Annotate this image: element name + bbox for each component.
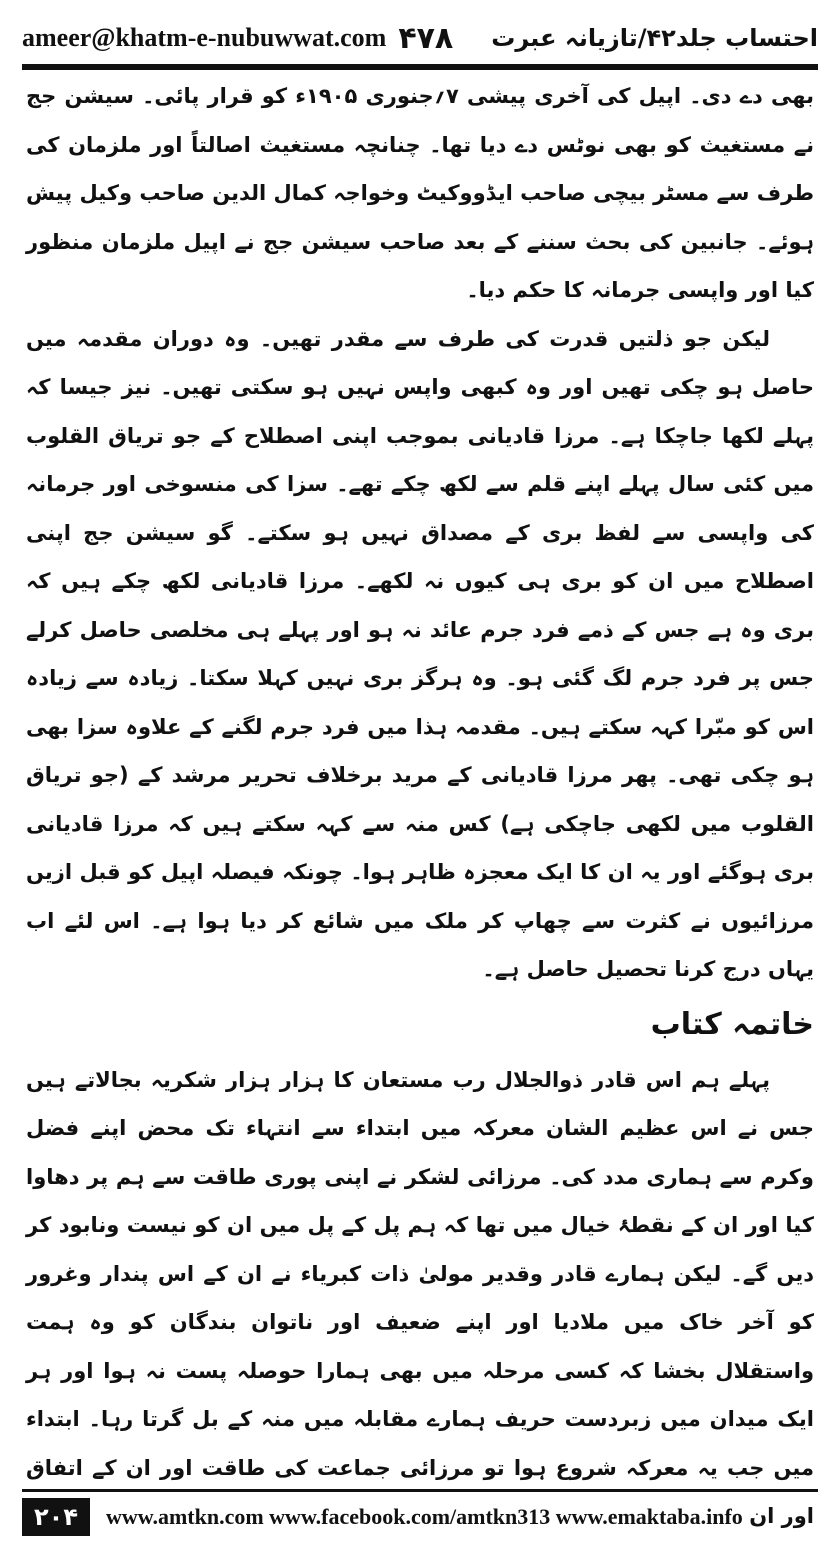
header-left [22, 21, 453, 56]
header-rule [22, 64, 818, 70]
closing-paragraph: پہلے ہم اس قادر ذوالجلال رب مستعان کا ہزار ہزار شکریہ بجالاتے ہیں جس نے اس عظیم الشان معرکہ میں ابتداء سے انتہاء تک محض اپنے فضل وکرم سے ہماری مدد کی۔ مرزائی لشکر نے اپنی پوری طاقت سے ہم پر دھاوا کیا اور ان کے نقطۂ خیال میں تھا کہ ہم پل کے پل میں ان کو نیست ونابود کر دیں گے۔ لیکن ہمارے قادر وقدیر مولیٰ ذات کبریاء نے ان کے اس پندار وغرور کو آخر خاک میں ملادیا اور اپنے ضعیف اور ناتوان بندگان کو وہ ہمت واستقلال بخشا کہ کسی مرحلہ میں بھی ہمارا حوصلہ پست نہ ہوا اور ہر ایک میدان میں زبردست حریف ہمارے مقابلہ میں منہ کے بل گرتا رہا۔ ابتداء میں جب یہ معرکہ شروع ہوا تو مرزائی جماعت کی طاقت اور ان کے اتفاق اور ان [26, 1067, 814, 1528]
paragraph-2: لیکن جو ذلتیں قدرت کی طرف سے مقدر تھیں۔ وہ دوران مقدمہ میں حاصل ہو چکی تھیں اور وہ کبھی واپس نہیں ہو سکتی تھیں۔ نیز جیسا کہ پہلے لکھا جاچکا ہے۔ مرزا قادیانی بموجب اپنی اصطلاح کے جو تریاق القلوب میں کئی سال پہلے اپنے قلم سے لکھ چکے تھے۔ سزا کی منسوخی اور جرمانہ کی واپسی سے لفظ بری کے مصداق نہیں ہو سکتے۔ گو سیشن جج اپنی اصطلاح میں ان کو بری ہی کیوں نہ لکھے۔ مرزا قادیانی لکھ چکے ہیں کہ بری وہ ہے جس کے ذمے فرد جرم عائد نہ ہو اور پہلے ہی مخلصی حاصل کرلے جس پر فرد جرم لگ گئی ہو۔ وہ ہرگز بری نہیں کہلا سکتا۔ زیادہ سے زیادہ اس کو مبّرا کہہ سکتے ہیں۔ مقدمہ ہذا میں فرد جرم لگنے کے علاوہ سزا بھی ہو چکی تھی۔ پھر مرزا قادیانی کے مرید برخلاف تحریر مرشد کے (جو تریاق القلوب میں لکھی جاچکی ہے) کس منہ سے کہہ سکتے ہیں کہ مرزا قادیانی بری ہوگئے اور یہ ان کا ایک معجزہ ظاہر ہوا۔ چونکہ فیصلہ اپیل کو قبل ازیں مرزائیوں نے کثرت سے چھاپ کر ملک میں شائع کر دیا ہوا ہے۔ اس لئے اب یہاں درج کرنا تحصیل حاصل ہے۔ [26, 326, 814, 981]
section-title: خاتمہ کتاب [650, 1006, 814, 1042]
paragraph-1: بھی دے دی۔ اپیل کی آخری پیشی ۷؍جنوری ۱۹۰۵ء کو قرار پائی۔ سیشن جج نے مستغیث کو بھی نوٹس دے دیا تھا۔ چنانچہ مستغیث اصالتاً اور ملزمان کی طرف سے مسٹر بیچی صاحب ایڈووکیٹ وخواجہ کمال الدین صاحب وکیل پیش ہوئے۔ جانبین کی بحث سننے کے بعد صاحب سیشن جج نے اپیل ملزمان منظور کیا اور واپسی جرمانہ کا حکم دیا۔ [26, 84, 814, 302]
header-page-number: ۴۷۸ [398, 20, 454, 56]
footer-links[interactable]: www.amtkn.com www.facebook.com/amtkn313 www.emaktaba.info [106, 1504, 743, 1529]
header-email: ameer@khatm-e-nubuwwat.com [22, 23, 387, 52]
header-running-title: احتساب جلد۴۲/تازیانہ عبرت [491, 24, 818, 52]
footer-page-number: ۲۰۴ [22, 1498, 90, 1536]
page-header [22, 18, 818, 58]
body-text [26, 72, 814, 1541]
page-footer [22, 1489, 818, 1540]
